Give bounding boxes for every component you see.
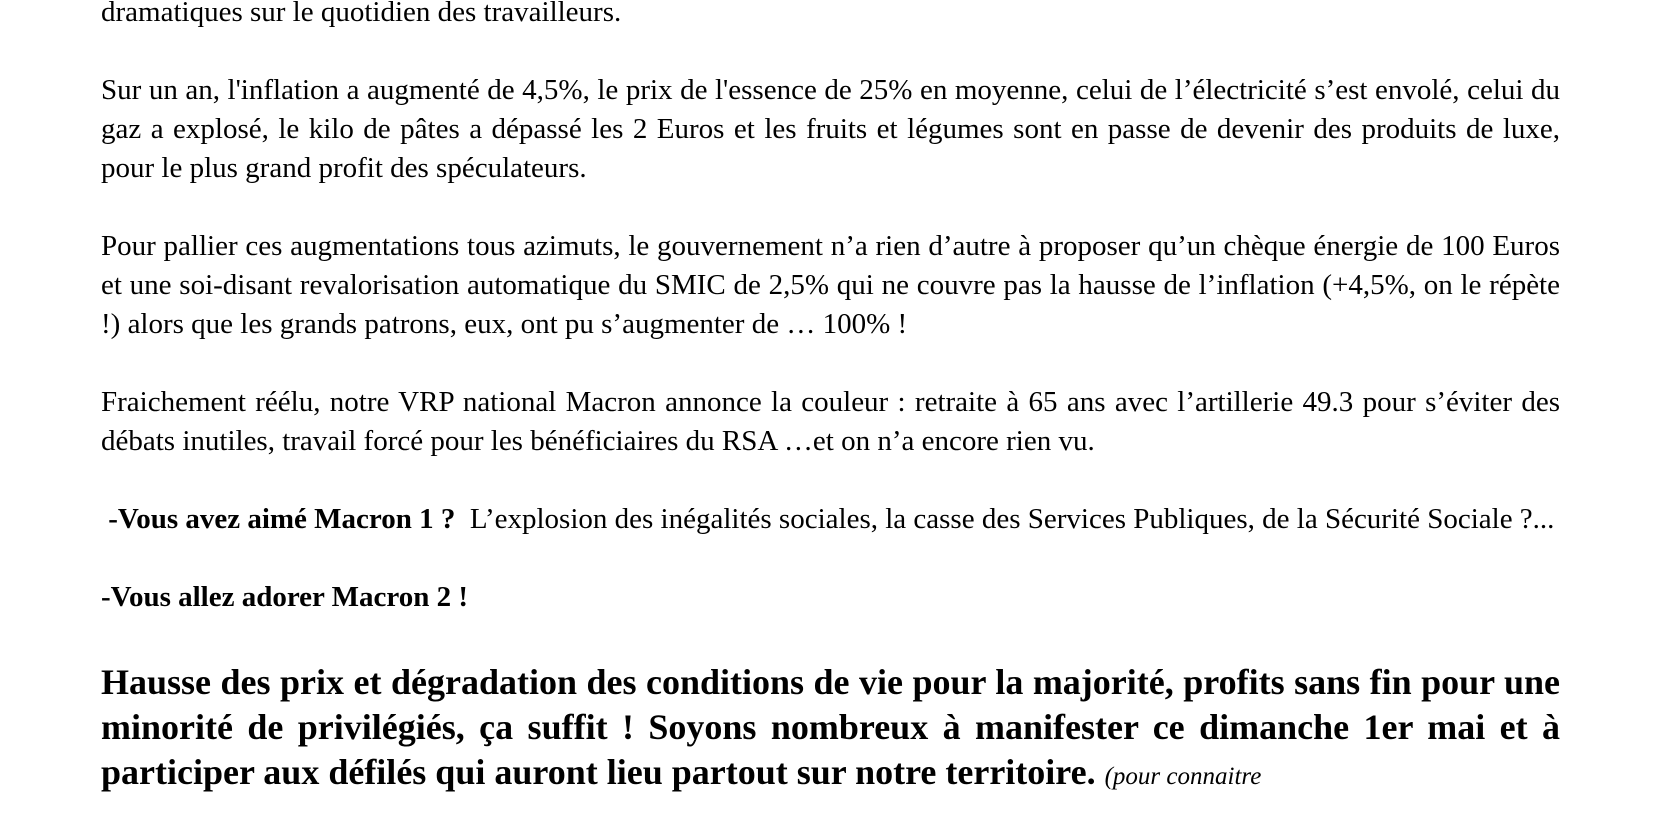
closing-main-text: Hausse des prix et dégradation des conditions de vie pour la majorité, profits sans fin pour une minorité de privilégiés, ça suffit ! Soyons nombreux à manifester ce dimanche 1er mai et à participer aux défilés qui auront lieu partout sur notre territoire. xyxy=(101,662,1560,792)
paragraph-government: Pour pallier ces augmentations tous azimuts, le gouvernement n’a rien d’autre à proposer qu’un chèque énergie de 100 Euros et une soi-disant revalorisation automatique du SMIC de 2,5% qui ne couvre pas la hausse de l’inflation (+4,5%, on le répète !) alors que les grands patrons, eux, ont pu s’augmenter de … 100% ! xyxy=(101,230,1560,340)
paragraph-spacer xyxy=(101,539,1560,578)
paragraph-spacer xyxy=(101,32,1560,71)
closing-note: (pour connaitre xyxy=(1104,763,1262,790)
macron-1-text: L’explosion des inégalités sociales, la casse des Services Publiques, de la Sécurité Sociale ?... xyxy=(469,503,1555,535)
paragraph-spacer xyxy=(101,344,1560,383)
document-page xyxy=(101,0,1560,799)
paragraph-intro-tail: dramatiques sur le quotidien des travailleurs. xyxy=(101,0,622,28)
paragraph-spacer xyxy=(101,617,1560,660)
paragraph-macron-reelected: Fraichement réélu, notre VRP national Macron annonce la couleur : retraite à 65 ans avec l’artillerie 49.3 pour s’éviter des débats inutiles, travail forcé pour les bénéficiaires du RSA …et on n’a encore rien vu. xyxy=(101,386,1560,457)
paragraph-spacer xyxy=(101,461,1560,500)
paragraph-macron-2: -Vous allez adorer Macron 2 ! xyxy=(101,581,469,613)
paragraph-inflation: Sur un an, l'inflation a augmenté de 4,5%, le prix de l'essence de 25% en moyenne, celui de l’électricité s’est envolé, celui du gaz a explosé, le kilo de pâtes a dépassé les 2 Euros et les fruits et légumes sont en passe de devenir des produits de luxe, pour le plus grand profit des spéculateurs. xyxy=(101,74,1560,184)
paragraph-macron-1 xyxy=(101,500,1560,539)
closing-call-to-action xyxy=(101,660,1560,799)
paragraph-spacer xyxy=(101,188,1560,227)
macron-1-question: -Vous avez aimé Macron 1 ? xyxy=(108,503,456,535)
